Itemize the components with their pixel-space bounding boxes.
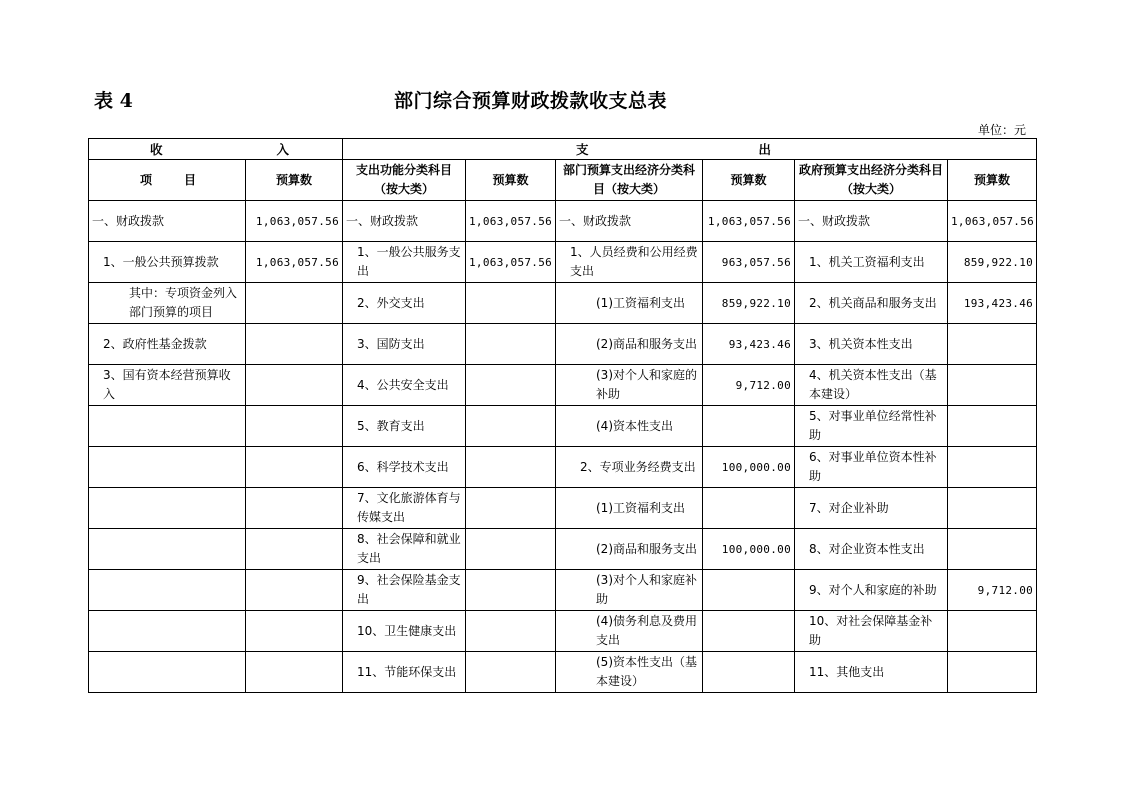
table-row: [89, 201, 1037, 242]
gov-value-cell: [948, 406, 1037, 447]
table-row: [89, 365, 1037, 406]
gov-item-cell: 7、对企业补助: [795, 488, 948, 529]
table-row: [89, 488, 1037, 529]
income-item-cell: [89, 447, 246, 488]
gov-econ-category-header: 政府预算支出经济分类科目（按大类）: [795, 160, 948, 201]
dept-item-cell: (1)工资福利支出: [556, 488, 703, 529]
income-item-cell: [89, 529, 246, 570]
income-value-cell: [246, 447, 343, 488]
gov-item-cell: 5、对事业单位经常性补助: [795, 406, 948, 447]
table-row: [89, 447, 1037, 488]
income-header-char-2: 入: [276, 141, 289, 157]
table-row: [89, 324, 1037, 365]
dept-value-cell: [703, 488, 795, 529]
dept-item-cell: (2)商品和服务支出: [556, 529, 703, 570]
gov-value-cell: [948, 611, 1037, 652]
dept-value-cell: [703, 652, 795, 693]
income-value-cell: [246, 324, 343, 365]
dept-value-cell: [703, 611, 795, 652]
income-value-cell: [246, 365, 343, 406]
gov-value-cell: [948, 529, 1037, 570]
func-category-header: 支出功能分类科目（按大类）: [343, 160, 466, 201]
func-value-cell: [466, 365, 556, 406]
dept-item-cell: (3)对个人和家庭补助: [556, 570, 703, 611]
income-value-cell: [246, 570, 343, 611]
item-header-char-2: 目: [183, 172, 196, 187]
func-item-cell: 1、一般公共服务支出: [343, 242, 466, 283]
budget-summary-table: [88, 138, 1037, 693]
func-value-cell: 1,063,057.56: [466, 201, 556, 242]
income-item-cell: 一、财政拨款: [89, 201, 246, 242]
gov-item-cell: 11、其他支出: [795, 652, 948, 693]
top-header-row: [89, 139, 1037, 160]
budget-header-2: 预算数: [466, 160, 556, 201]
income-item-cell: 2、政府性基金拨款: [89, 324, 246, 365]
sub-header-row: [89, 160, 1037, 201]
dept-value-cell: 963,057.56: [703, 242, 795, 283]
dept-item-cell: 一、财政拨款: [556, 201, 703, 242]
gov-value-cell: 9,712.00: [948, 570, 1037, 611]
expense-header: [343, 139, 1037, 160]
func-item-cell: 10、卫生健康支出: [343, 611, 466, 652]
gov-value-cell: [948, 488, 1037, 529]
func-value-cell: [466, 324, 556, 365]
dept-value-cell: 100,000.00: [703, 529, 795, 570]
income-header-char-1: 收: [150, 141, 163, 157]
dept-value-cell: 93,423.46: [703, 324, 795, 365]
dept-value-cell: 100,000.00: [703, 447, 795, 488]
func-item-cell: 6、科学技术支出: [343, 447, 466, 488]
dept-value-cell: 1,063,057.56: [703, 201, 795, 242]
dept-item-cell: 2、专项业务经费支出: [556, 447, 703, 488]
dept-item-cell: (2)商品和服务支出: [556, 324, 703, 365]
func-item-cell: 9、社会保险基金支出: [343, 570, 466, 611]
income-item-cell: [89, 570, 246, 611]
table-row: [89, 283, 1037, 324]
func-value-cell: [466, 570, 556, 611]
income-value-cell: [246, 611, 343, 652]
income-value-cell: [246, 529, 343, 570]
dept-value-cell: 9,712.00: [703, 365, 795, 406]
income-header: [89, 139, 343, 160]
gov-item-cell: 8、对企业资本性支出: [795, 529, 948, 570]
func-item-cell: 2、外交支出: [343, 283, 466, 324]
gov-item-cell: 10、对社会保障基金补助: [795, 611, 948, 652]
dept-value-cell: [703, 406, 795, 447]
table-row: [89, 570, 1037, 611]
dept-value-cell: [703, 570, 795, 611]
income-value-cell: 1,063,057.56: [246, 242, 343, 283]
table-row: [89, 611, 1037, 652]
income-item-cell: [89, 652, 246, 693]
gov-value-cell: [948, 447, 1037, 488]
gov-item-cell: 1、机关工资福利支出: [795, 242, 948, 283]
table-number-label: 表 4: [94, 90, 133, 112]
func-value-cell: [466, 529, 556, 570]
func-value-cell: [466, 488, 556, 529]
unit-note: 单位：元: [977, 123, 1026, 137]
table-row: [89, 406, 1037, 447]
income-value-cell: 1,063,057.56: [246, 201, 343, 242]
dept-econ-category-header: 部门预算支出经济分类科目（按大类）: [556, 160, 703, 201]
gov-value-cell: [948, 324, 1037, 365]
table-row: [89, 242, 1037, 283]
income-item-cell: 其中：专项资金列入部门预算的项目: [89, 283, 246, 324]
item-header-char-1: 项: [140, 172, 153, 187]
func-item-cell: 7、文化旅游体育与传媒支出: [343, 488, 466, 529]
func-item-cell: 5、教育支出: [343, 406, 466, 447]
income-item-cell: 3、国有资本经营预算收入: [89, 365, 246, 406]
gov-value-cell: 859,922.10: [948, 242, 1037, 283]
dept-item-cell: (4)债务利息及费用支出: [556, 611, 703, 652]
func-value-cell: [466, 283, 556, 324]
expense-header-char-1: 支: [576, 141, 589, 157]
gov-item-cell: 3、机关资本性支出: [795, 324, 948, 365]
func-item-cell: 3、国防支出: [343, 324, 466, 365]
income-item-cell: 1、一般公共预算拨款: [89, 242, 246, 283]
income-value-cell: [246, 652, 343, 693]
func-item-cell: 一、财政拨款: [343, 201, 466, 242]
dept-item-cell: (1)工资福利支出: [556, 283, 703, 324]
dept-item-cell: 1、人员经费和公用经费支出: [556, 242, 703, 283]
budget-header-4: 预算数: [948, 160, 1037, 201]
gov-item-cell: 6、对事业单位资本性补助: [795, 447, 948, 488]
dept-item-cell: (5)资本性支出（基本建设）: [556, 652, 703, 693]
func-value-cell: [466, 447, 556, 488]
gov-value-cell: [948, 652, 1037, 693]
dept-item-cell: (4)资本性支出: [556, 406, 703, 447]
budget-header-1: 预算数: [246, 160, 343, 201]
income-item-cell: [89, 406, 246, 447]
func-value-cell: [466, 652, 556, 693]
income-value-cell: [246, 406, 343, 447]
table-row: [89, 652, 1037, 693]
gov-value-cell: [948, 365, 1037, 406]
income-value-cell: [246, 283, 343, 324]
expense-header-char-2: 出: [758, 141, 772, 157]
item-header: [89, 160, 246, 201]
func-value-cell: 1,063,057.56: [466, 242, 556, 283]
gov-value-cell: 1,063,057.56: [948, 201, 1037, 242]
func-item-cell: 4、公共安全支出: [343, 365, 466, 406]
income-value-cell: [246, 488, 343, 529]
budget-header-3: 预算数: [703, 160, 795, 201]
func-item-cell: 8、社会保障和就业支出: [343, 529, 466, 570]
func-value-cell: [466, 406, 556, 447]
income-item-cell: [89, 611, 246, 652]
document-title: 部门综合预算财政拨款收支总表: [394, 90, 668, 112]
gov-value-cell: 193,423.46: [948, 283, 1037, 324]
table-row: [89, 529, 1037, 570]
gov-item-cell: 9、对个人和家庭的补助: [795, 570, 948, 611]
gov-item-cell: 4、机关资本性支出（基本建设）: [795, 365, 948, 406]
dept-item-cell: (3)对个人和家庭的补助: [556, 365, 703, 406]
income-item-cell: [89, 488, 246, 529]
dept-value-cell: 859,922.10: [703, 283, 795, 324]
gov-item-cell: 一、财政拨款: [795, 201, 948, 242]
gov-item-cell: 2、机关商品和服务支出: [795, 283, 948, 324]
func-item-cell: 11、节能环保支出: [343, 652, 466, 693]
func-value-cell: [466, 611, 556, 652]
